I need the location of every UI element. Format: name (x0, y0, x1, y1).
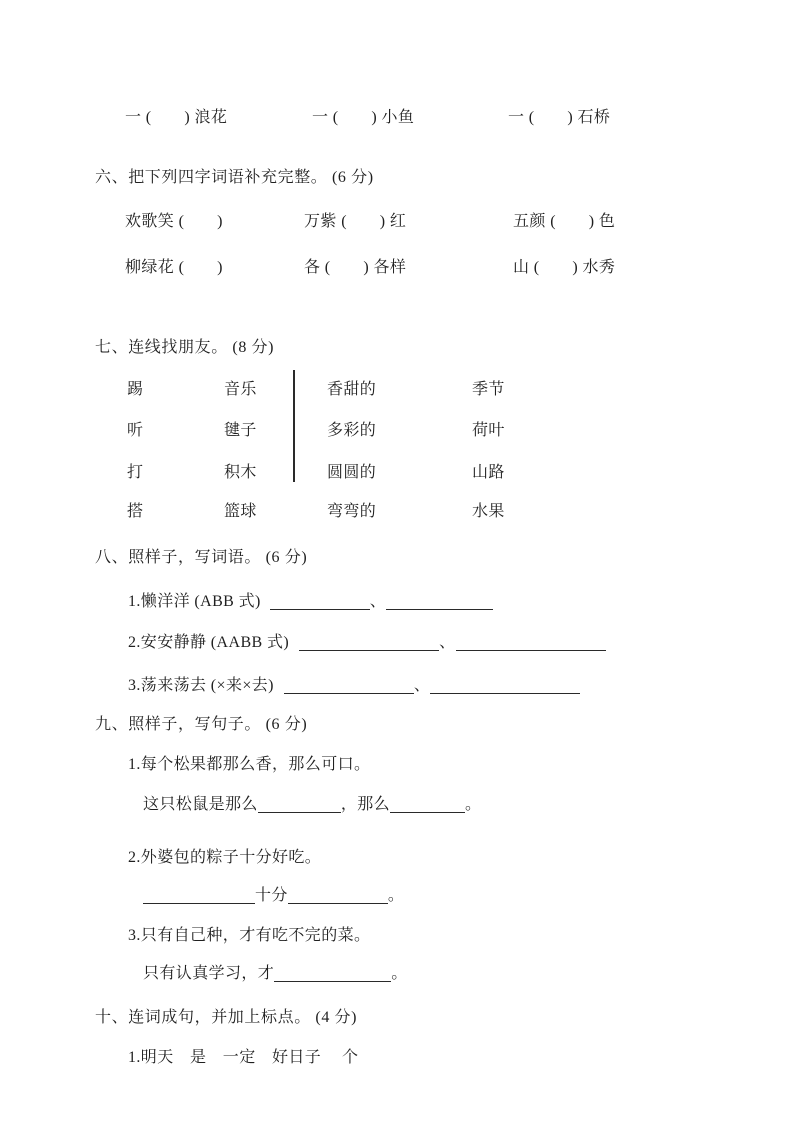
sentence-completion (143, 795, 481, 814)
example-sentence: 3.只有自己种，才有吃不完的菜。 (128, 927, 371, 944)
fill-in-blank (456, 647, 606, 651)
fill-in-blank (390, 809, 465, 813)
sentence-part: 。 (391, 965, 408, 982)
sentence-part: ，那么 (340, 796, 391, 813)
fill-in-blank (430, 690, 580, 694)
quantifier-item: 一 ( ) 小鱼 (312, 109, 415, 126)
section-9-heading: 九、照样子，写句子。 (6 分) (95, 716, 308, 733)
idiom-blank-item: 五颜 ( ) 色 (513, 213, 616, 230)
match-noun: 水果 (472, 503, 505, 520)
fill-in-blank (143, 900, 255, 904)
word-pattern-item (128, 676, 580, 695)
idiom-blank-item: 万紫 ( ) 红 (304, 213, 407, 230)
section-8-heading: 八、照样子，写词语。 (6 分) (95, 549, 308, 566)
match-noun: 季节 (472, 381, 505, 398)
word-pattern-prompt: 2.安安静静 (AABB 式) (128, 634, 290, 651)
match-adjective: 香甜的 (327, 381, 377, 398)
match-verb: 搭 (127, 503, 144, 520)
sentence-completion (143, 964, 408, 983)
word-pattern-prompt: 1.懒洋洋 (ABB 式) (128, 593, 261, 610)
enumeration-comma: 、 (439, 634, 456, 651)
match-noun: 音乐 (224, 381, 257, 398)
idiom-blank-item: 柳绿花 ( ) (125, 259, 223, 276)
word-pattern-item (128, 633, 606, 652)
idiom-blank-item: 欢歌笑 ( ) (125, 213, 223, 230)
match-verb: 踢 (127, 381, 144, 398)
section-7-heading: 七、连线找朋友。 (8 分) (95, 339, 275, 356)
section-6-heading: 六、把下列四字词语补充完整。 (6 分) (95, 169, 374, 186)
example-sentence: 2.外婆包的粽子十分好吃。 (128, 849, 322, 866)
section-10-heading: 十、连词成句，并加上标点。 (4 分) (95, 1009, 358, 1026)
word-pattern-item (128, 592, 493, 611)
fill-in-blank (274, 978, 391, 982)
match-verb: 打 (127, 464, 144, 481)
idiom-blank-item: 各 ( ) 各样 (304, 259, 407, 276)
sentence-part: 只有认真学习，才 (143, 965, 275, 982)
fill-in-blank (258, 809, 341, 813)
fill-in-blank (288, 900, 388, 904)
enumeration-comma: 、 (413, 677, 431, 694)
sentence-part: 。 (465, 796, 482, 813)
match-noun: 积木 (224, 464, 257, 481)
example-sentence: 1.每个松果都那么香，那么可口。 (128, 756, 371, 773)
fill-in-blank (386, 606, 493, 610)
column-divider-line (293, 370, 295, 482)
fill-in-blank (284, 690, 414, 694)
match-adjective: 圆圆的 (327, 464, 377, 481)
word-order-item: 1.明天 是 一定 好日子 个 (128, 1049, 359, 1066)
match-adjective: 多彩的 (327, 422, 377, 439)
fill-in-blank (270, 606, 370, 610)
sentence-part: 这只松鼠是那么 (143, 796, 258, 813)
match-noun: 山路 (472, 464, 505, 481)
match-noun: 篮球 (224, 503, 257, 520)
quantifier-item: 一 ( ) 石桥 (508, 109, 611, 126)
match-adjective: 弯弯的 (327, 503, 377, 520)
enumeration-comma: 、 (369, 593, 387, 610)
sentence-completion (143, 886, 404, 905)
sentence-part: 十分 (255, 887, 288, 904)
sentence-part: 。 (387, 887, 405, 904)
fill-in-blank (299, 647, 439, 651)
match-verb: 听 (127, 422, 144, 439)
idiom-blank-item: 山 ( ) 水秀 (513, 259, 616, 276)
match-noun: 荷叶 (472, 422, 505, 439)
quantifier-item: 一 ( ) 浪花 (125, 109, 228, 126)
word-pattern-prompt: 3.荡来荡去 (×来×去) (128, 677, 274, 694)
match-noun: 毽子 (224, 422, 257, 439)
